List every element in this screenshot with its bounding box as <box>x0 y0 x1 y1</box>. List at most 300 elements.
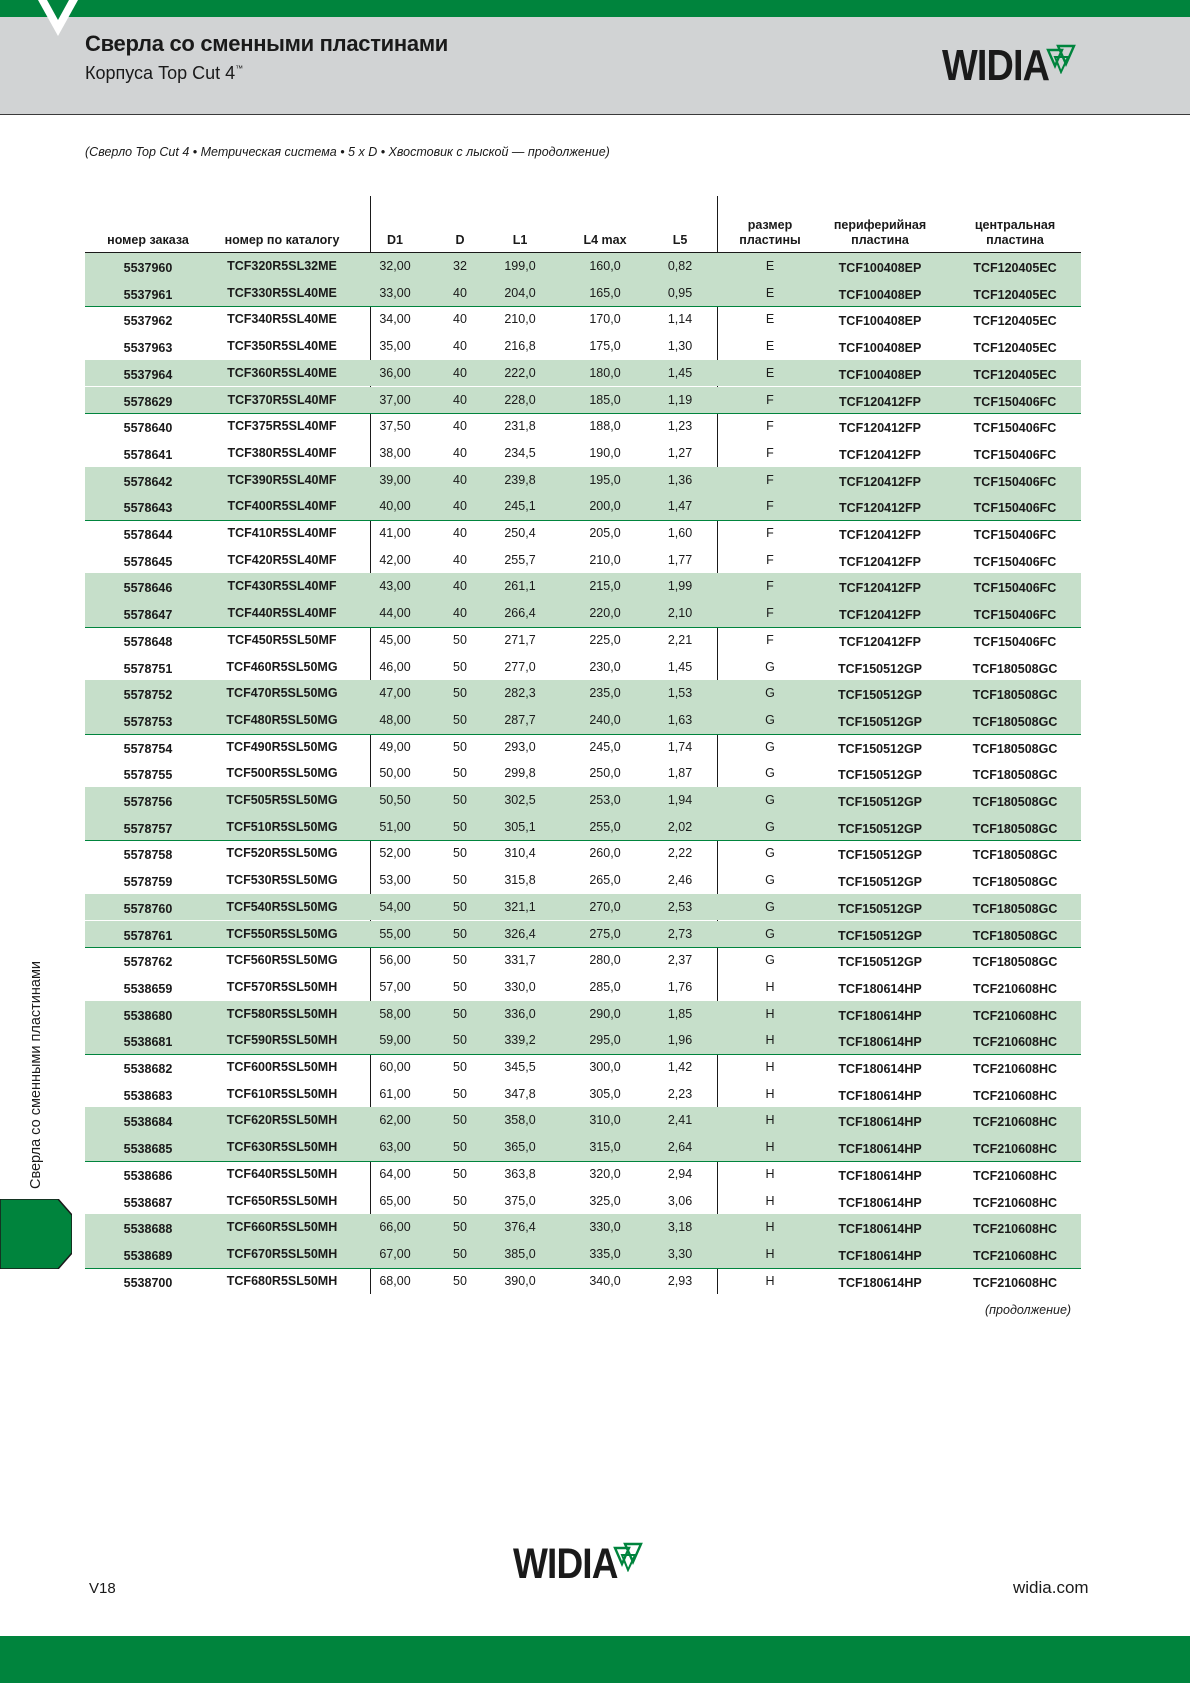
peripheral-insert: TCF150512GP <box>837 688 923 703</box>
table-row <box>85 253 1081 280</box>
central-insert: TCF150406FC <box>973 608 1057 623</box>
order-number: 5538689 <box>123 1248 173 1263</box>
order-number: 5578629 <box>123 394 173 409</box>
l5-value: 1,14 <box>667 312 693 327</box>
peripheral-insert: TCF120412FP <box>839 581 921 596</box>
l1-value: 204,0 <box>504 285 536 300</box>
catalog-number: TCF660R5SL50MH <box>226 1220 338 1235</box>
peripheral-insert: TCF180614HP <box>838 1222 922 1237</box>
insert-size: F <box>766 632 774 647</box>
order-number: 5578762 <box>123 955 173 970</box>
catalog-number: TCF450R5SL50MF <box>227 632 337 647</box>
l4-value: 205,0 <box>589 526 621 540</box>
l5-value: 2,46 <box>667 873 693 888</box>
l5-value: 1,45 <box>667 365 693 380</box>
d-value: 50 <box>453 953 467 968</box>
d1-value: 65,00 <box>379 1193 411 1208</box>
l4-value: 340,0 <box>589 1273 621 1288</box>
central-insert: TCF180508GC <box>972 688 1058 703</box>
l5-value: 1,77 <box>667 552 693 567</box>
d-value: 40 <box>453 365 467 380</box>
insert-size: G <box>765 846 775 861</box>
insert-size: H <box>765 1033 775 1048</box>
d1-value: 43,00 <box>379 579 411 594</box>
d-value: 50 <box>453 632 467 647</box>
l5-value: 3,18 <box>667 1220 693 1235</box>
bottom-green-bar <box>0 1636 1190 1683</box>
central-insert: TCF180508GC <box>972 955 1058 970</box>
catalog-number: TCF600R5SL50MH <box>226 1060 338 1074</box>
l5-value: 2,73 <box>667 926 693 941</box>
insert-size: G <box>765 953 775 968</box>
catalog-number: TCF340R5SL40ME <box>227 312 337 327</box>
catalog-number: TCF630R5SL50MH <box>226 1140 338 1155</box>
header-insert-size <box>725 218 815 248</box>
table-row <box>85 493 1081 521</box>
central-insert: TCF180508GC <box>972 928 1058 943</box>
l4-value: 305,0 <box>589 1086 621 1101</box>
d1-value: 53,00 <box>379 873 411 888</box>
d1-value: 58,00 <box>379 1006 411 1021</box>
table-header <box>85 196 1081 253</box>
l5-value: 0,95 <box>667 285 693 300</box>
order-number: 5578761 <box>123 928 173 943</box>
d1-value: 32,00 <box>379 259 411 273</box>
central-insert: TCF180508GC <box>972 875 1058 890</box>
l4-value: 180,0 <box>589 365 621 380</box>
peripheral-insert: TCF180614HP <box>838 1168 922 1183</box>
catalog-number: TCF610R5SL50MH <box>226 1086 338 1101</box>
l4-value: 245,0 <box>589 739 621 754</box>
l5-value: 3,06 <box>667 1193 693 1208</box>
d-value: 40 <box>453 419 467 434</box>
table-row <box>85 654 1081 682</box>
peripheral-insert: TCF180614HP <box>838 981 922 996</box>
l4-value: 210,0 <box>589 552 621 567</box>
central-insert: TCF210608HC <box>972 1008 1058 1023</box>
l1-value: 239,8 <box>504 472 536 487</box>
d-value: 50 <box>453 712 467 727</box>
d1-value: 40,00 <box>379 499 411 514</box>
table-row <box>85 734 1081 761</box>
footer-widia-logo <box>513 1540 635 1588</box>
order-number: 5538687 <box>123 1195 173 1210</box>
d1-value: 50,00 <box>379 766 411 781</box>
l1-value: 282,3 <box>504 686 536 701</box>
order-number: 5578641 <box>123 447 173 462</box>
d1-value: 38,00 <box>379 445 411 460</box>
order-number: 5578648 <box>123 634 173 649</box>
insert-size: F <box>766 392 774 407</box>
l5-value: 2,22 <box>667 846 693 861</box>
central-insert: TCF210608HC <box>972 1275 1058 1290</box>
d-value: 50 <box>453 979 467 994</box>
l1-value: 358,0 <box>504 1113 536 1128</box>
order-number: 5578644 <box>123 528 173 542</box>
table-row <box>85 333 1081 361</box>
insert-size: G <box>765 712 775 727</box>
insert-size: G <box>765 819 775 834</box>
central-insert: TCF120405EC <box>973 314 1057 329</box>
d-value: 50 <box>453 766 467 781</box>
header-peripheral-insert <box>825 218 935 248</box>
table-row <box>85 1081 1081 1109</box>
l4-value: 325,0 <box>589 1193 621 1208</box>
d-value: 50 <box>453 1166 467 1181</box>
insert-size: F <box>766 472 774 487</box>
d-value: 40 <box>453 472 467 487</box>
order-number: 5537961 <box>123 287 173 302</box>
central-insert: TCF120405EC <box>973 261 1057 275</box>
d-value: 50 <box>453 819 467 834</box>
l4-value: 230,0 <box>589 659 621 674</box>
peripheral-insert: TCF100408EP <box>838 367 922 382</box>
d1-value: 39,00 <box>379 472 411 487</box>
order-number: 5538680 <box>123 1008 173 1023</box>
central-insert: TCF150406FC <box>973 447 1057 462</box>
order-number: 5538685 <box>123 1142 173 1157</box>
l1-value: 277,0 <box>504 659 536 674</box>
l1-value: 336,0 <box>504 1006 536 1021</box>
order-number: 5578752 <box>123 688 173 703</box>
insert-size: F <box>766 499 774 514</box>
l5-value: 2,53 <box>667 899 693 914</box>
d1-value: 46,00 <box>379 659 411 674</box>
d-value: 40 <box>453 499 467 514</box>
l4-value: 265,0 <box>589 873 621 888</box>
peripheral-insert: TCF150512GP <box>837 768 923 783</box>
l4-value: 200,0 <box>589 499 621 514</box>
d1-value: 35,00 <box>379 339 411 354</box>
l4-value: 255,0 <box>589 819 621 834</box>
side-section-label: Сверла со сменными пластинами <box>28 960 44 1190</box>
peripheral-insert: TCF150512GP <box>837 795 923 809</box>
peripheral-insert: TCF150512GP <box>837 714 923 729</box>
insert-size: G <box>765 899 775 914</box>
l1-value: 339,2 <box>504 1033 536 1048</box>
header-l5: L5 <box>672 233 688 247</box>
catalog-number: TCF540R5SL50MG <box>226 899 338 914</box>
insert-size: H <box>765 1140 775 1155</box>
l1-value: 315,8 <box>504 873 536 888</box>
d1-value: 54,00 <box>379 899 411 914</box>
peripheral-insert: TCF120412FP <box>839 447 921 462</box>
l4-value: 310,0 <box>589 1113 621 1128</box>
order-number: 5578640 <box>123 421 173 436</box>
table-row <box>85 814 1081 842</box>
insert-size: F <box>766 419 774 434</box>
l5-value: 2,41 <box>667 1113 693 1128</box>
insert-size: H <box>765 1166 775 1181</box>
catalog-number: TCF400R5SL40MF <box>227 499 337 514</box>
l1-value: 385,0 <box>504 1246 536 1261</box>
l5-value: 0,82 <box>667 259 693 273</box>
order-number: 5538681 <box>123 1035 173 1050</box>
l1-value: 330,0 <box>504 979 536 994</box>
l4-value: 165,0 <box>589 285 621 300</box>
table-row <box>85 760 1081 788</box>
l4-value: 170,0 <box>589 312 621 327</box>
catalog-number: TCF350R5SL40ME <box>227 339 337 354</box>
d1-value: 34,00 <box>379 312 411 327</box>
d1-value: 64,00 <box>379 1166 411 1181</box>
order-number: 5538686 <box>123 1168 173 1183</box>
catalog-number: TCF370R5SL40MF <box>227 392 337 407</box>
table-row <box>85 1027 1081 1055</box>
central-insert: TCF150406FC <box>973 581 1057 596</box>
catalog-number: TCF375R5SL40MF <box>227 419 337 434</box>
header-central-line1: центральная <box>974 218 1056 232</box>
l1-value: 228,0 <box>504 392 536 407</box>
d1-value: 67,00 <box>379 1246 411 1261</box>
header-peripheral-line1: периферийная <box>833 218 927 232</box>
d-value: 50 <box>453 846 467 861</box>
insert-size: F <box>766 445 774 460</box>
catalog-number: TCF550R5SL50MG <box>226 926 338 941</box>
catalog-number: TCF520R5SL50MG <box>226 846 338 861</box>
d-value: 40 <box>453 552 467 567</box>
table-row <box>85 680 1081 707</box>
catalog-number: TCF420R5SL40MF <box>227 552 337 567</box>
peripheral-insert: TCF120412FP <box>839 394 921 409</box>
l4-value: 225,0 <box>589 632 621 647</box>
d-value: 50 <box>453 793 467 807</box>
table-row <box>85 1241 1081 1269</box>
central-insert: TCF120405EC <box>973 287 1057 302</box>
d-value: 40 <box>453 606 467 621</box>
peripheral-insert: TCF150512GP <box>837 901 923 916</box>
insert-size: G <box>765 926 775 941</box>
insert-size: E <box>765 365 775 380</box>
catalog-number: TCF480R5SL50MG <box>226 712 338 727</box>
central-insert: TCF210608HC <box>972 981 1058 996</box>
top-green-bar <box>0 0 1190 17</box>
d1-value: 50,50 <box>379 793 411 807</box>
table-row <box>85 360 1081 387</box>
d1-value: 62,00 <box>379 1113 411 1128</box>
d-value: 40 <box>453 392 467 407</box>
l4-value: 190,0 <box>589 445 621 460</box>
l4-value: 253,0 <box>589 793 621 807</box>
d1-value: 61,00 <box>379 1086 411 1101</box>
insert-size: G <box>765 659 775 674</box>
insert-size: F <box>766 552 774 567</box>
peripheral-insert: TCF120412FP <box>839 554 921 569</box>
l1-value: 216,8 <box>504 339 536 354</box>
table-row <box>85 867 1081 895</box>
l5-value: 1,36 <box>667 472 693 487</box>
central-insert: TCF210608HC <box>972 1062 1058 1076</box>
l4-value: 235,0 <box>589 686 621 701</box>
table-row <box>85 600 1081 628</box>
l5-value: 3,30 <box>667 1246 693 1261</box>
central-insert: TCF180508GC <box>972 848 1058 863</box>
l4-value: 195,0 <box>589 472 621 487</box>
l4-value: 270,0 <box>589 899 621 914</box>
d-value: 40 <box>453 285 467 300</box>
order-number: 5578751 <box>123 661 173 676</box>
l5-value: 2,21 <box>667 632 693 647</box>
order-number: 5578758 <box>123 848 173 863</box>
l1-value: 234,5 <box>504 445 536 460</box>
website-link[interactable]: widia.com <box>1013 1578 1089 1597</box>
catalog-number: TCF360R5SL40ME <box>227 365 337 380</box>
d1-value: 51,00 <box>379 819 411 834</box>
central-insert: TCF180508GC <box>972 821 1058 836</box>
central-insert: TCF210608HC <box>972 1195 1058 1210</box>
insert-size: F <box>766 526 774 540</box>
l4-value: 220,0 <box>589 606 621 621</box>
l5-value: 1,76 <box>667 979 693 994</box>
page-number: V18 <box>89 1580 116 1597</box>
l1-value: 287,7 <box>504 712 536 727</box>
peripheral-insert: TCF180614HP <box>838 1062 922 1076</box>
d1-value: 55,00 <box>379 926 411 941</box>
d1-value: 52,00 <box>379 846 411 861</box>
d1-value: 49,00 <box>379 739 411 754</box>
d-value: 50 <box>453 1246 467 1261</box>
table-row <box>85 547 1081 575</box>
corner-notch-inner <box>47 0 69 20</box>
l1-value: 376,4 <box>504 1220 536 1235</box>
catalog-number: TCF460R5SL50MG <box>226 659 338 674</box>
insert-size: G <box>765 739 775 754</box>
d-value: 50 <box>453 873 467 888</box>
table-row <box>85 306 1081 333</box>
d1-value: 37,00 <box>379 392 411 407</box>
d1-value: 57,00 <box>379 979 411 994</box>
d-value: 50 <box>453 926 467 941</box>
l4-value: 215,0 <box>589 579 621 594</box>
peripheral-insert: TCF180614HP <box>838 1115 922 1130</box>
d-value: 50 <box>453 1086 467 1101</box>
order-number: 5578760 <box>123 901 173 916</box>
peripheral-insert: TCF180614HP <box>838 1142 922 1157</box>
d-value: 50 <box>453 659 467 674</box>
insert-size: G <box>765 873 775 888</box>
d-value: 40 <box>453 312 467 327</box>
peripheral-insert: TCF180614HP <box>838 1008 922 1023</box>
d-value: 50 <box>453 1033 467 1048</box>
l5-value: 2,93 <box>667 1273 693 1288</box>
order-number: 5538659 <box>123 981 173 996</box>
order-number: 5578646 <box>123 581 173 596</box>
order-number: 5538684 <box>123 1115 173 1130</box>
l5-value: 1,23 <box>667 419 693 434</box>
insert-size: H <box>765 1060 775 1074</box>
l4-value: 250,0 <box>589 766 621 781</box>
central-insert: TCF180508GC <box>972 714 1058 729</box>
l5-value: 1,60 <box>667 526 693 540</box>
catalog-number: TCF380R5SL40MF <box>227 445 337 460</box>
catalog-number: TCF640R5SL50MH <box>226 1166 338 1181</box>
peripheral-insert: TCF120412FP <box>839 474 921 489</box>
d1-value: 41,00 <box>379 526 411 540</box>
l5-value: 1,85 <box>667 1006 693 1021</box>
l1-value: 271,7 <box>504 632 536 647</box>
l1-value: 365,0 <box>504 1140 536 1155</box>
table-row <box>85 947 1081 974</box>
central-insert: TCF180508GC <box>972 661 1058 676</box>
central-insert: TCF210608HC <box>972 1115 1058 1130</box>
d-value: 50 <box>453 1273 467 1288</box>
subtitle-text: Корпуса Top Cut 4 <box>85 63 236 83</box>
table-row <box>85 894 1081 921</box>
catalog-number: TCF440R5SL40MF <box>227 606 337 621</box>
l1-value: 390,0 <box>504 1273 536 1288</box>
d-value: 40 <box>453 445 467 460</box>
catalog-number: TCF505R5SL50MG <box>226 793 338 807</box>
l1-value: 199,0 <box>504 259 536 273</box>
l5-value: 2,02 <box>667 819 693 834</box>
l4-value: 260,0 <box>589 846 621 861</box>
header-d1: D1 <box>387 233 403 247</box>
table-row <box>85 627 1081 654</box>
catalog-number: TCF620R5SL50MH <box>226 1113 338 1128</box>
order-number: 5578647 <box>123 608 173 623</box>
l5-value: 2,64 <box>667 1140 693 1155</box>
l1-value: 347,8 <box>504 1086 536 1101</box>
l4-value: 290,0 <box>589 1006 621 1021</box>
peripheral-insert: TCF100408EP <box>838 314 922 329</box>
central-insert: TCF150406FC <box>973 634 1057 649</box>
insert-size: H <box>765 1086 775 1101</box>
l5-value: 2,23 <box>667 1086 693 1101</box>
l1-value: 210,0 <box>504 312 536 327</box>
d-value: 50 <box>453 1193 467 1208</box>
l4-value: 280,0 <box>589 953 621 968</box>
table-row <box>85 1107 1081 1134</box>
l4-value: 175,0 <box>589 339 621 354</box>
d-value: 50 <box>453 739 467 754</box>
l1-value: 326,4 <box>504 926 536 941</box>
order-number: 5578642 <box>123 474 173 489</box>
l5-value: 2,10 <box>667 606 693 621</box>
order-number: 5578754 <box>123 741 173 756</box>
catalog-number: TCF430R5SL40MF <box>227 579 337 594</box>
peripheral-insert: TCF180614HP <box>838 1195 922 1210</box>
l1-value: 293,0 <box>504 739 536 754</box>
central-insert: TCF210608HC <box>972 1168 1058 1183</box>
catalog-number: TCF530R5SL50MG <box>226 873 338 888</box>
trademark-mark: ™ <box>235 64 244 73</box>
central-insert: TCF180508GC <box>972 741 1058 756</box>
d-value: 50 <box>453 1113 467 1128</box>
peripheral-insert: TCF150512GP <box>837 848 923 863</box>
l1-value: 266,4 <box>504 606 536 621</box>
l4-value: 320,0 <box>589 1166 621 1181</box>
l4-value: 185,0 <box>589 392 621 407</box>
d1-value: 63,00 <box>379 1140 411 1155</box>
l1-value: 222,0 <box>504 365 536 380</box>
l1-value: 345,5 <box>504 1060 536 1074</box>
l5-value: 2,94 <box>667 1166 693 1181</box>
table-row <box>85 707 1081 735</box>
d-value: 40 <box>453 579 467 594</box>
table-row <box>85 387 1081 415</box>
table-row <box>85 840 1081 867</box>
central-insert: TCF210608HC <box>972 1248 1058 1263</box>
l1-value: 321,1 <box>504 899 536 914</box>
table-row <box>85 520 1081 547</box>
header-central-insert <box>960 218 1070 248</box>
d-value: 50 <box>453 686 467 701</box>
insert-size: G <box>765 686 775 701</box>
l4-value: 285,0 <box>589 979 621 994</box>
l1-value: 261,1 <box>504 579 536 594</box>
table-row <box>85 1214 1081 1241</box>
d1-value: 36,00 <box>379 365 411 380</box>
